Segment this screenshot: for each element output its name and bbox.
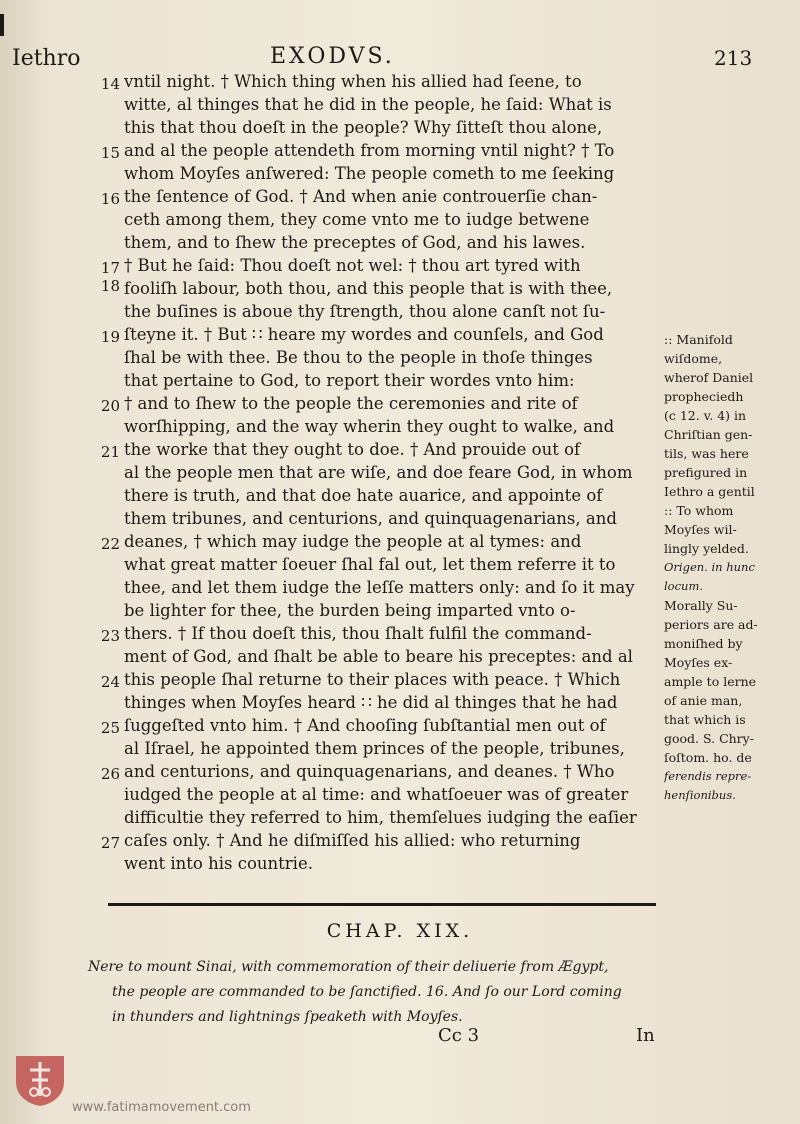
margin-note-line: periors are ad- (664, 617, 758, 632)
line-text: ſteyne it. † But ∷ heare my wordes and counſels, and God (124, 325, 604, 344)
line-text: the ſentence of God. † And when anie controuerſie chan- (124, 187, 598, 206)
margin-note-line: Origen. in hunc (664, 560, 755, 574)
margin-note-line: :: Manifold (664, 332, 733, 347)
margin-note-line: Moyſes ex- (664, 655, 733, 670)
margin-note-line: ſoſtom. ho. de (664, 750, 752, 765)
text-line (0, 854, 800, 877)
text-line (0, 808, 800, 831)
line-text: the worke that they ought to doe. † And prouide out of (124, 440, 581, 459)
margin-note-line: wiſdome, (664, 351, 723, 366)
margin-note-line: Chriſtian gen- (664, 427, 753, 442)
line-text: worſhipping, and the way wherin they ought to walke, and (124, 417, 615, 436)
signature-mark: Cc 3 (438, 1025, 480, 1046)
line-text: fooliſh labour, both thou, and this people that is with thee, (124, 279, 613, 298)
margin-note-line: good. S. Chry- (664, 731, 754, 746)
margin-note-line: (c 12. v. 4) in (664, 408, 747, 423)
line-text: and al the people attendeth from morning vntil night? † To (124, 141, 615, 160)
text-line (0, 233, 800, 256)
margin-note-line: prefigured in (664, 465, 748, 480)
line-text: ſuggeſted vnto him. † And chooſing ſubſtantial men out of (124, 716, 606, 735)
margin-note-line: ferendis repre- (664, 769, 752, 783)
margin-note-line: ample to lerne (664, 674, 757, 689)
line-text: be lighter for thee, the burden being imparted vnto o- (124, 601, 576, 620)
chapter-divider (108, 903, 656, 906)
text-line (0, 95, 800, 118)
line-text: ceth among them, they come vnto me to iudge betwene (124, 210, 590, 229)
page-number: 213 (714, 46, 753, 70)
verse-number: 20 (100, 397, 120, 415)
line-text: what great matter ſoeuer ſhal fal out, let them referre it to (124, 555, 616, 574)
verse-number: 26 (100, 765, 120, 783)
line-text: ſhal be with thee. Be thou to the people in thoſe thinges (124, 348, 593, 367)
line-text: went into his countrie. (124, 854, 313, 873)
chapter-heading: CHAP. XIX. (326, 920, 474, 942)
line-text: the buſines is aboue thy ſtrength, thou alone canſt not ſu- (124, 302, 606, 321)
margin-note-line: Morally Su- (664, 598, 738, 613)
line-text: them, and to ſhew the preceptes of God, and his lawes. (124, 233, 586, 252)
margin-note-line: wherof Daniel (664, 370, 754, 385)
text-line (0, 141, 800, 164)
summary-line: the people are commanded to be ſanctified. 16. And ſo our Lord coming (112, 984, 622, 1000)
margin-notes (664, 330, 788, 805)
verse-number: 15 (100, 144, 120, 162)
line-text: caſes only. † And he diſmiſſed his allied: who returning (124, 831, 581, 850)
verse-number: 14 (100, 75, 120, 93)
line-text: this that thou doeſt in the people? Why ſitteſt thou alone, (124, 118, 603, 137)
text-line (0, 187, 800, 210)
line-text: and centurions, and quinquagenarians, and deanes. † Who (124, 762, 615, 781)
line-text: iudged the people at al time: and whatſoeuer was of greater (124, 785, 629, 804)
line-text: thinges when Moyſes heard ∷ he did al thinges that he had (124, 693, 618, 712)
text-line (0, 118, 800, 141)
line-text: witte, al thinges that he did in the people, he ſaid: What is (124, 95, 612, 114)
line-text: vntil night. † Which thing when his allied had ſeene, to (124, 72, 582, 91)
verse-number: 25 (100, 719, 120, 737)
margin-note-line: of anie man, (664, 693, 743, 708)
verse-number: 23 (100, 627, 120, 645)
verse-number: 27 (100, 834, 120, 852)
chapter-summary (88, 955, 688, 1030)
verse-number: 16 (100, 190, 120, 208)
text-line (0, 210, 800, 233)
watermark-link[interactable]: www.fatimamovement.com (72, 1100, 251, 1115)
line-text: al the people men that are wiſe, and doe feare God, in whom (124, 463, 633, 482)
margin-note-line: that which is (664, 712, 746, 727)
verse-number: 22 (100, 535, 120, 553)
running-head-title: EXODVS. (270, 44, 395, 69)
verse-number: 19 (100, 328, 120, 346)
verse-number: 24 (100, 673, 120, 691)
text-line (0, 831, 800, 854)
line-text: that pertaine to God, to report their wordes vnto him: (124, 371, 575, 390)
margin-note-line: Moyſes wil- (664, 522, 737, 537)
margin-note-line: henſionibus. (664, 788, 736, 802)
line-text: thers. † If thou doeſt this, thou ſhalt fulfil the command- (124, 624, 592, 643)
line-text: thee, and let them iudge the leſſe matters only: and ſo it may (124, 578, 635, 597)
margin-note-line: :: To whom (664, 503, 734, 518)
text-line (0, 72, 800, 95)
line-text: difficultie they referred to him, themſelues iudging the eaſier (124, 808, 637, 827)
margin-note-line: Iethro a gentil (664, 484, 755, 499)
line-text: al Iſrael, he appointed them princes of the people, tribunes, (124, 739, 625, 758)
text-line (0, 279, 800, 302)
margin-note-line: propheciedh (664, 389, 744, 404)
running-head-left: Iethro (12, 46, 81, 71)
margin-note-line: locum. (664, 579, 704, 593)
margin-note-line: lingly yelded. (664, 541, 749, 556)
line-text: † and to ſhew to the people the ceremonies and rite of (124, 394, 578, 413)
running-head (0, 44, 800, 74)
line-text: † But he ſaid: Thou doeſt not wel: † thou art tyred with (124, 256, 581, 275)
line-text: deanes, † which may iudge the people at al tymes: and (124, 532, 582, 551)
margin-note-line: moniſhed by (664, 636, 743, 651)
catchword: In (636, 1025, 655, 1046)
line-text: them tribunes, and centurions, and quinquagenarians, and (124, 509, 617, 528)
page-edge-mark (0, 14, 4, 36)
margin-note-line: tils, was here (664, 446, 749, 461)
shield-logo-icon (12, 1052, 68, 1108)
summary-line: in thunders and lightnings ſpeaketh with Moyſes. (112, 1009, 463, 1025)
verse-number: 21 (100, 443, 120, 461)
text-line (0, 302, 800, 325)
line-text: there is truth, and that doe hate auarice, and appointe of (124, 486, 603, 505)
line-text: whom Moyſes anſwered: The people cometh to me ſeeking (124, 164, 615, 183)
verse-number: 17 18 (100, 259, 120, 295)
text-line (0, 164, 800, 187)
line-text: ment of God, and ſhalt be able to beare his preceptes: and al (124, 647, 633, 666)
summary-line: Nere to mount Sinai, with commemoration of their deliuerie from Ægypt, (88, 959, 609, 975)
line-text: this people ſhal returne to their places with peace. † Which (124, 670, 621, 689)
